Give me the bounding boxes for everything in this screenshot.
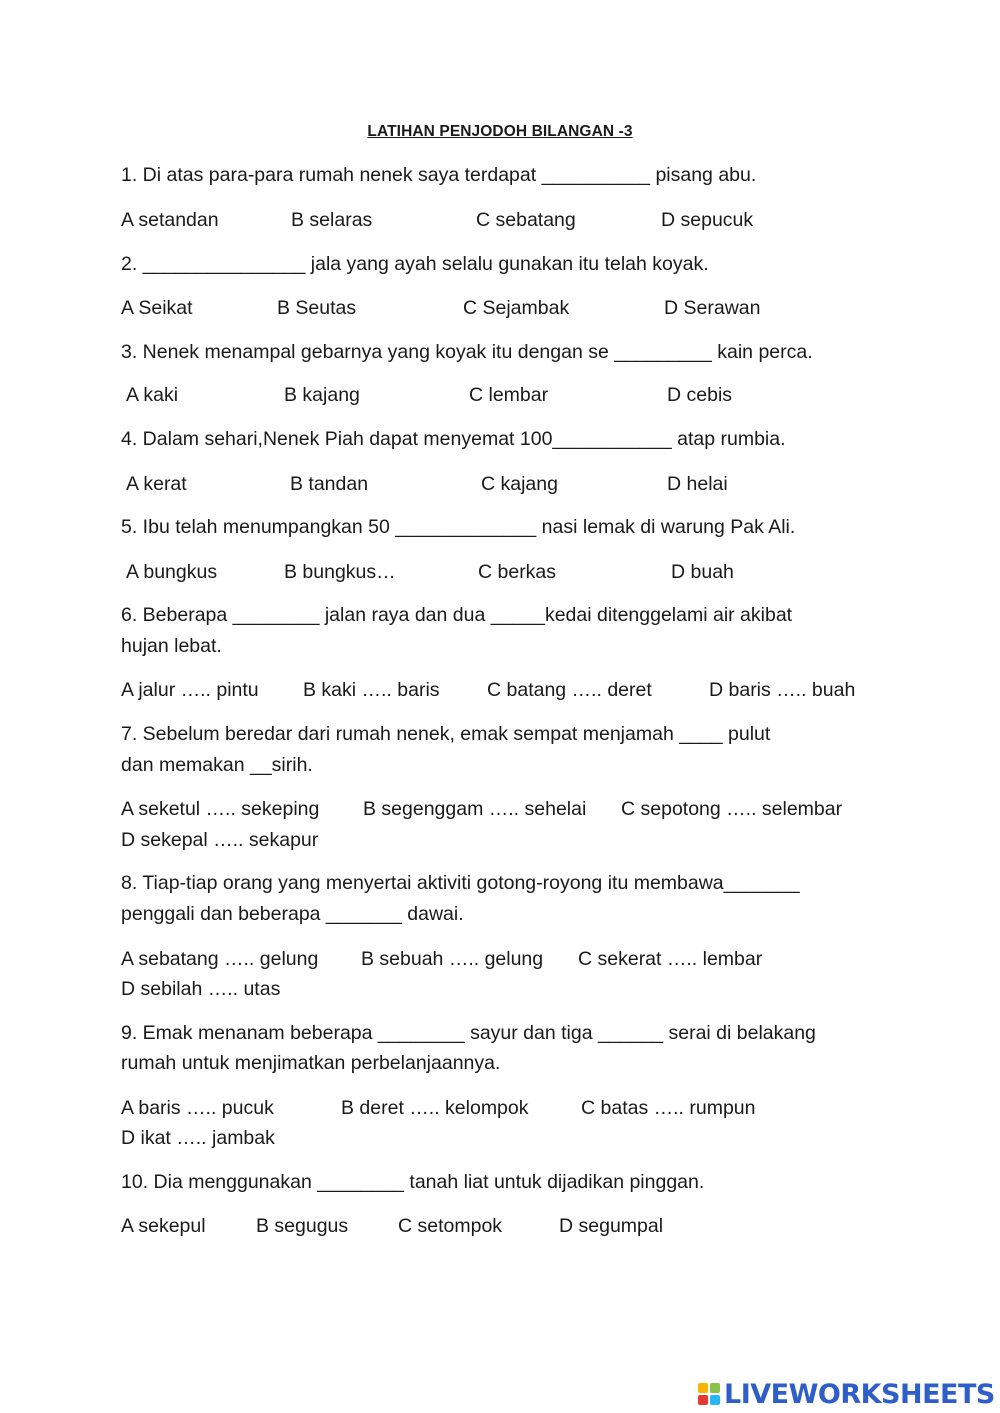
q2-option-b[interactable]: B Seutas: [277, 297, 357, 319]
q5-option-a[interactable]: A bungkus: [126, 561, 218, 583]
question-3-text: 3. Nenek menampal gebarnya yang koyak itu dengan se _________ kain perca.: [121, 341, 813, 363]
q10-option-a[interactable]: A sekepul: [121, 1215, 206, 1237]
q7-option-b[interactable]: B segenggam ….. sehelai: [363, 798, 587, 820]
q3-option-b[interactable]: B kajang: [284, 384, 360, 406]
q1-option-a[interactable]: A setandan: [121, 209, 219, 231]
q6-option-c[interactable]: C batang ….. deret: [487, 679, 652, 701]
question-7-text-line-1: 7. Sebelum beredar dari rumah nenek, emak sempat menjamah ____ pulut: [121, 723, 771, 745]
q7-option-a[interactable]: A seketul ….. sekeping: [121, 798, 320, 820]
question-8-text-line-1: 8. Tiap-tiap orang yang menyertai aktiviti gotong-royong itu membawa_______: [121, 872, 800, 894]
liveworksheets-logo[interactable]: [697, 1377, 995, 1411]
q10-option-d[interactable]: D segumpal: [559, 1215, 664, 1237]
q10-option-b[interactable]: B segugus: [256, 1215, 349, 1237]
question-6-text-line-2: hujan lebat.: [121, 635, 222, 657]
question-9-text-line-2: rumah untuk menjimatkan perbelanjaannya.: [121, 1052, 501, 1074]
q10-option-c[interactable]: C setompok: [398, 1215, 503, 1237]
q4-option-c[interactable]: C kajang: [481, 473, 558, 495]
q8-option-c[interactable]: C sekerat ….. lembar: [578, 948, 763, 970]
q1-option-d[interactable]: D sepucuk: [661, 209, 754, 231]
q1-option-c[interactable]: C sebatang: [476, 209, 576, 231]
question-8-text-line-2: penggali dan beberapa _______ dawai.: [121, 903, 464, 925]
question-7-text-line-2: dan memakan __sirih.: [121, 754, 313, 776]
q4-option-b[interactable]: B tandan: [290, 473, 369, 495]
q7-option-c[interactable]: C sepotong ….. selembar: [621, 798, 843, 820]
question-10-text: 10. Dia menggunakan ________ tanah liat untuk dijadikan pinggan.: [121, 1171, 705, 1193]
q4-option-a[interactable]: A kerat: [126, 473, 187, 495]
q7-option-d[interactable]: D sekepal ….. sekapur: [121, 829, 319, 851]
question-1-text: 1. Di atas para-para rumah nenek saya terdapat __________ pisang abu.: [121, 164, 757, 186]
question-9-text-line-1: 9. Emak menanam beberapa ________ sayur dan tiga ______ serai di belakang: [121, 1022, 816, 1044]
q3-option-d[interactable]: D cebis: [667, 384, 733, 406]
question-2-text: 2. _______________ jala yang ayah selalu gunakan itu telah koyak.: [121, 253, 709, 275]
q1-option-b[interactable]: B selaras: [291, 209, 373, 231]
q4-option-d[interactable]: D helai: [667, 473, 728, 495]
page-title: LATIHAN PENJODOH BILANGAN -3: [367, 123, 633, 140]
liveworksheets-brand-text: LIVEWORKSHEETS: [724, 1378, 995, 1410]
q3-option-c[interactable]: C lembar: [469, 384, 549, 406]
q9-option-b[interactable]: B deret ….. kelompok: [341, 1097, 529, 1119]
q9-option-c[interactable]: C batas ….. rumpun: [581, 1097, 756, 1119]
q8-option-a[interactable]: A sebatang ….. gelung: [121, 948, 319, 970]
liveworksheets-logo-icon: [697, 1382, 721, 1406]
q2-option-d[interactable]: D Serawan: [664, 297, 761, 319]
question-4-text: 4. Dalam sehari,Nenek Piah dapat menyemat 100___________ atap rumbia.: [121, 428, 786, 450]
q5-option-c[interactable]: C berkas: [478, 561, 557, 583]
q2-option-a[interactable]: A Seikat: [121, 297, 193, 319]
question-5-text: 5. Ibu telah menumpangkan 50 _____________ nasi lemak di warung Pak Ali.: [121, 516, 796, 538]
q3-option-a[interactable]: A kaki: [126, 384, 179, 406]
q9-option-d[interactable]: D ikat ….. jambak: [121, 1127, 275, 1149]
q6-option-b[interactable]: B kaki ….. baris: [303, 679, 440, 701]
q5-option-b[interactable]: B bungkus…: [284, 561, 396, 583]
question-6-text-line-1: 6. Beberapa ________ jalan raya dan dua _____kedai ditenggelami air akibat: [121, 604, 793, 626]
q6-option-d[interactable]: D baris ….. buah: [709, 679, 856, 701]
q8-option-d[interactable]: D sebilah ….. utas: [121, 978, 281, 1000]
q8-option-b[interactable]: B sebuah ….. gelung: [361, 948, 544, 970]
q2-option-c[interactable]: C Sejambak: [463, 297, 570, 319]
q6-option-a[interactable]: A jalur ….. pintu: [121, 679, 259, 701]
q9-option-a[interactable]: A baris ….. pucuk: [121, 1097, 274, 1119]
q5-option-d[interactable]: D buah: [671, 561, 734, 583]
